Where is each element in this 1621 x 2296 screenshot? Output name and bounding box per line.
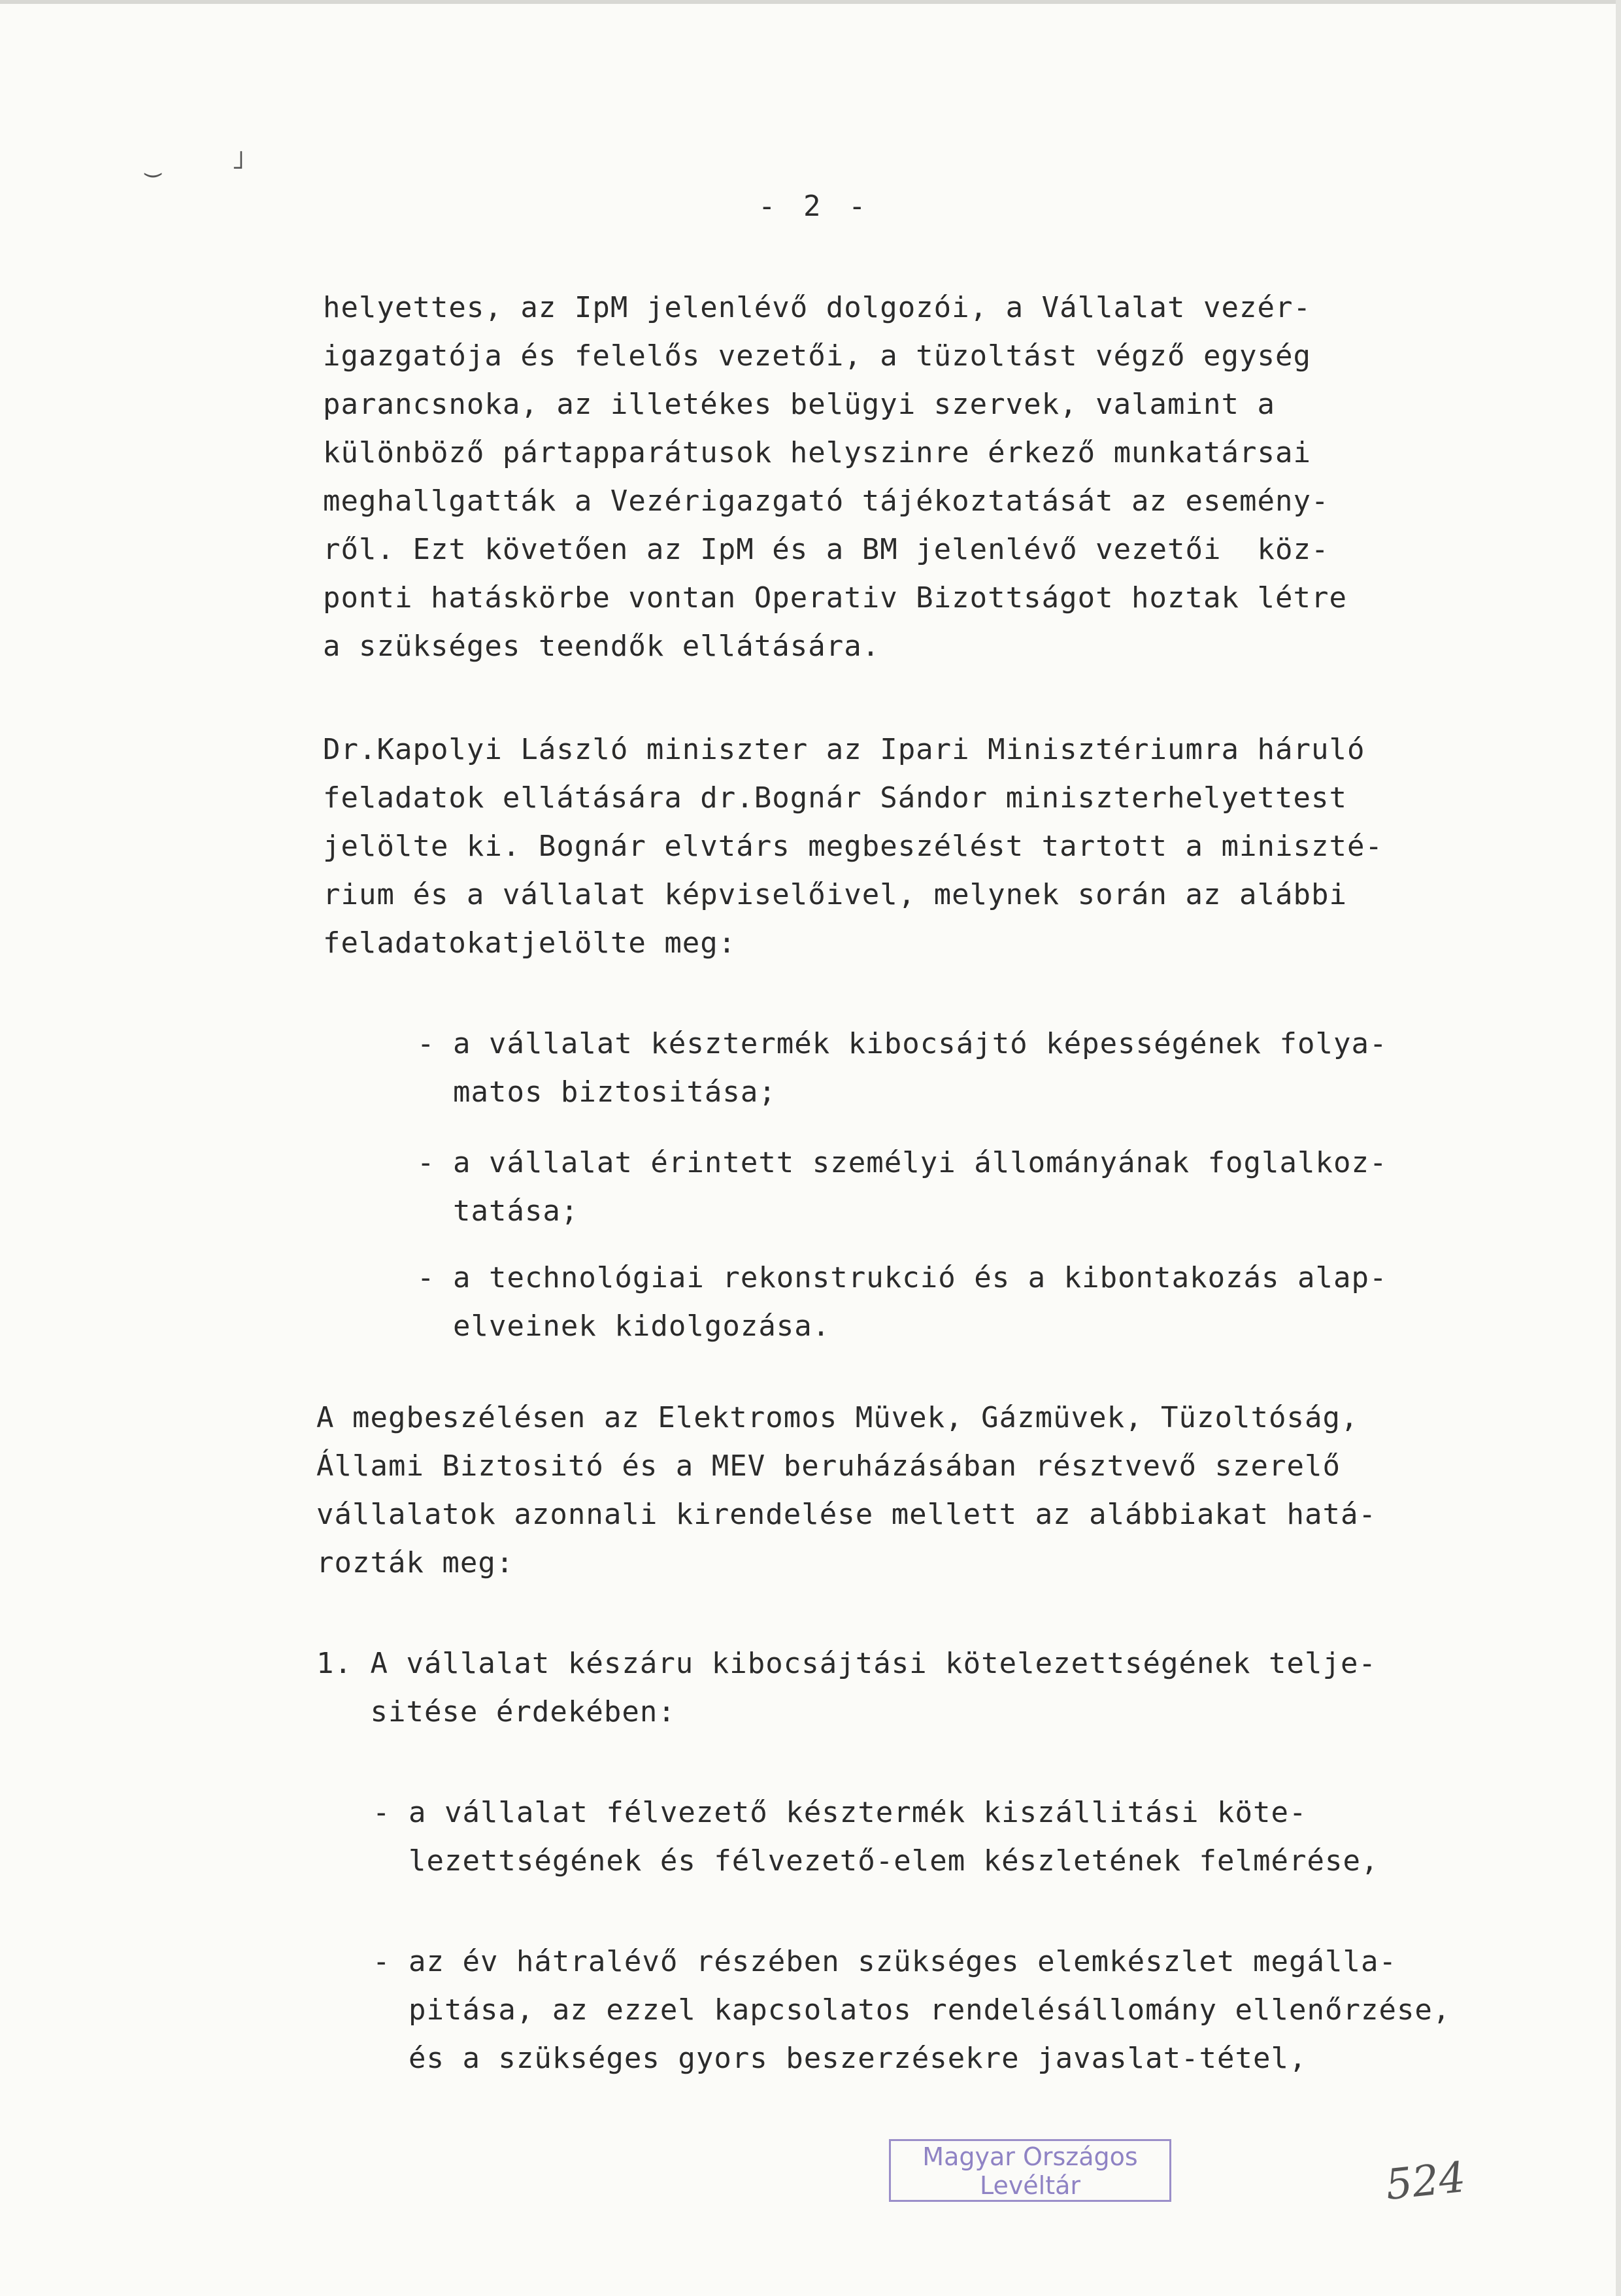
page-number: - 2 -: [758, 190, 871, 223]
text-line: feladatok ellátására dr.Bognár Sándor miniszterhelyettest: [323, 781, 1347, 815]
text-line: sitése érdekében:: [316, 1695, 676, 1729]
text-line: helyettes, az IpM jelenlévő dolgozói, a Vállalat vezér-: [323, 291, 1311, 324]
scan-mark: ‿: [145, 148, 161, 178]
list-item: - a vállalat érintett személyi állományának foglalkoz- tatása;: [417, 1146, 1388, 1228]
text-line: ről. Ezt követően az IpM és a BM jelenlévő vezetői köz-: [323, 533, 1329, 566]
text-line: különböző pártapparátusok helyszinre érkező munkatársai: [323, 436, 1311, 469]
list-item: - a technológiai rekonstrukció és a kibontakozás alap- elveinek kidolgozása.: [417, 1261, 1388, 1343]
text-line: 1. A vállalat készáru kibocsájtási kötelezettségének telje-: [316, 1647, 1377, 1680]
list-item: - az év hátralévő részében szükséges elemkészlet megálla- pitása, az ezzel kapcsolatos rendelésállomány ellenőrzése, és a szükséges gyors beszerzésekre javaslat-tétel,: [373, 1945, 1451, 2075]
stamp-line: Levéltár: [979, 2171, 1081, 2200]
paragraph-1: [323, 284, 1347, 671]
scan-mark: ˩: [230, 145, 246, 175]
list-item: - a vállalat félvezető késztermék kiszállitási köte- lezettségének és félvezető-elem készletének felmérése,: [373, 1796, 1379, 1878]
text-line: igazgatója és felelős vezetői, a tüzoltást végző egység: [323, 339, 1311, 373]
text-line: ponti hatáskörbe vontan Operativ Bizottságot hoztak létre: [323, 581, 1347, 615]
page-edge-right: [1616, 0, 1621, 2296]
text-line: rium és a vállalat képviselőivel, melynek során az alábbi: [323, 878, 1347, 911]
text-line: vállalatok azonnali kirendelése mellett az alábbiakat hatá-: [316, 1498, 1377, 1531]
paragraph-3: [316, 1394, 1377, 1587]
text-line: meghallgatták a Vezérigazgató tájékoztatását az esemény-: [323, 484, 1329, 518]
text-line: a szükséges teendők ellátására.: [323, 630, 880, 663]
page-edge-top: [0, 0, 1621, 4]
list-item: - a vállalat késztermék kibocsájtó képességének folya- matos biztositása;: [417, 1027, 1388, 1109]
text-line: jelölte ki. Bognár elvtárs megbeszélést tartott a miniszté-: [323, 830, 1383, 863]
numbered-item-1: [316, 1640, 1377, 1736]
text-line: Állami Biztositó és a MEV beruházásában résztvevő szerelő: [316, 1449, 1341, 1483]
text-line: parancsnoka, az illetékes belügyi szervek, valamint a: [323, 388, 1275, 421]
text-line: Dr.Kapolyi László miniszter az Ipari Minisztériumra háruló: [323, 733, 1365, 766]
stamp-line: Magyar Országos: [922, 2142, 1138, 2171]
text-line: A megbeszélésen az Elektromos Müvek, Gázmüvek, Tüzoltóság,: [316, 1401, 1359, 1434]
paragraph-2: [323, 726, 1383, 968]
handwritten-page-mark: 524: [1383, 2153, 1468, 2210]
text-line: rozták meg:: [316, 1546, 514, 1579]
text-line: feladatokatjelölte meg:: [323, 926, 737, 960]
archive-stamp: [889, 2139, 1171, 2202]
